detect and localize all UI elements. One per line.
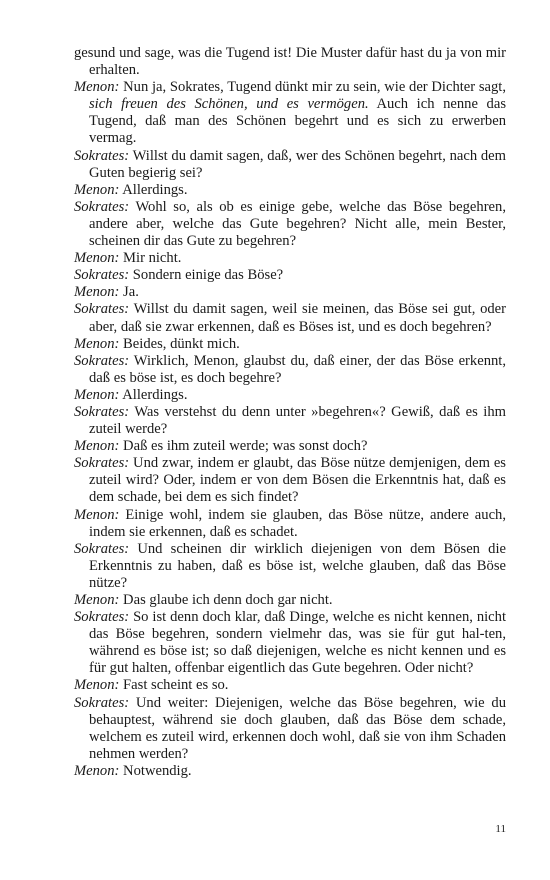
dialogue-paragraph [74,677,506,694]
speaker-name: Menon: [74,250,120,267]
dialogue-paragraph [74,387,506,404]
speaker-name: Menon: [74,335,120,352]
page-number: 11 [495,823,506,835]
dialogue-paragraph [74,148,506,182]
speaker-name: Menon: [74,181,120,198]
dialogue-paragraph [74,541,506,592]
speaker-name: Menon: [74,592,120,608]
speaker-name: Sokrates: [74,403,130,420]
dialogue-paragraph [74,267,506,284]
speech-text: Daß es ihm zuteil werde; was sonst doch? [123,438,368,455]
speech-text: Das glaube ich denn doch gar nicht. [123,592,333,608]
speaker-name: Sokrates: [74,301,130,318]
dialogue-paragraph [74,695,506,763]
dialogue-paragraph [74,438,506,455]
dialogue-paragraph [74,455,506,506]
speech-text: gesund und sage, was die Tugend ist! Die Muster dafür hast du ja von mir erhalten. [74,45,506,79]
speaker-name: Sokrates: [74,540,130,557]
speech-text: Notwendig. [123,762,192,779]
speaker-name: Menon: [74,438,120,455]
speaker-name: Sokrates: [74,198,130,215]
speech-text: Beides, dünkt mich. [123,335,240,352]
dialogue-paragraph [74,592,506,609]
speech-text: Und zwar, indem er glaubt, das Böse nütze demjenigen, dem es zuteil wird? Oder, indem er von dem Bösen die Erkenntnis hat, daß es dem schade, bei dem es sich findet? [89,455,506,506]
speaker-name: Sokrates: [74,147,130,164]
speech-text: Willst du damit sagen, daß, wer des Schönen begehrt, nach dem Guten begierig sei? [89,147,507,181]
dialogue-paragraph [74,507,506,541]
speech-text: Fast scheint es so. [123,677,229,694]
speaker-name: Menon: [74,284,120,301]
speaker-name: Sokrates: [74,352,130,369]
speaker-name: Sokrates: [74,694,130,711]
speech-text: Allerdings. [122,386,188,403]
dialogue-paragraph [74,609,506,677]
speech-text: So ist denn doch klar, daß Dinge, welche es nicht kennen, nicht das Böse begehren, sondern vielmehr das, was sie für gut hal-ten, während es böse ist; so daß diejenigen, welche es nicht kennen und es für gut halten, offenbar eigentlich das Gute begehren. Oder nicht? [89,609,506,677]
speech-text: Und scheinen dir wirklich diejenigen von dem Bösen die Erkenntnis zu haben, daß es böse ist, welche glauben, daß das Böse nütze? [89,540,506,591]
speech-text: Was verstehst du denn unter »begehren«? Gewiß, daß es ihm zuteil werde? [89,403,506,438]
speaker-name: Sokrates: [74,609,130,626]
dialogue-paragraph [74,336,506,353]
speaker-name: Menon: [74,677,120,694]
dialogue-paragraph [74,199,506,250]
speech-text: Auch ich nenne das Tugend, daß man des Schönen begehrt und es sich zu erwerben vermag. [89,96,507,147]
dialogue-paragraph [74,404,506,438]
speech-text: Mir nicht. [123,250,182,267]
speech-text: Allerdings. [122,181,188,198]
speaker-name: Sokrates: [74,455,130,472]
speech-text: Und weiter: Diejenigen, welche das Böse begehren, wie du behauptest, während sie doch glauben, daß das Böse dem schade, welchem es zuteil wird, erkennen doch wohl, daß sie von ihm Schaden nehmen werden? [89,694,506,762]
dialogue-text [74,45,506,780]
speech-text: Einige wohl, indem sie glauben, das Böse nütze, andere auch, indem sie erkennen, daß es schadet. [89,506,506,540]
speech-text: Wohl so, als ob es einige gebe, welche das Böse begehren, andere aber, welche das Gute begehren? Nicht alle, mein Bester, scheinen dir das Gute zu begehren? [89,198,506,250]
speech-text: Sondern einige das Böse? [132,267,284,284]
speaker-name: Menon: [74,762,120,779]
speaker-name: Menon: [74,506,120,523]
speaker-name: Menon: [74,79,120,96]
dialogue-paragraph [74,301,506,335]
quoted-phrase: sich freuen des Schönen, und es vermögen. [89,96,369,113]
dialogue-paragraph [74,45,506,79]
dialogue-paragraph [74,353,506,387]
dialogue-paragraph [74,79,506,147]
dialogue-paragraph [74,250,506,267]
speaker-name: Sokrates: [74,267,130,284]
speaker-name: Menon: [74,386,120,403]
speech-text: Nun ja, Sokrates, Tugend dünkt mir zu sein, wie der Dichter sagt, [123,79,506,96]
dialogue-paragraph [74,763,506,780]
speech-text: Willst du damit sagen, weil sie meinen, das Böse sei gut, oder aber, daß sie zwar erkennen, daß es Böses ist, und es doch begehren? [89,301,506,335]
dialogue-paragraph [74,284,506,301]
speech-text: Wirklich, Menon, glaubst du, daß einer, der das Böse erkennt, daß es böse ist, es doch begehre? [89,352,506,386]
speech-text: Ja. [123,284,139,301]
dialogue-paragraph [74,182,506,199]
